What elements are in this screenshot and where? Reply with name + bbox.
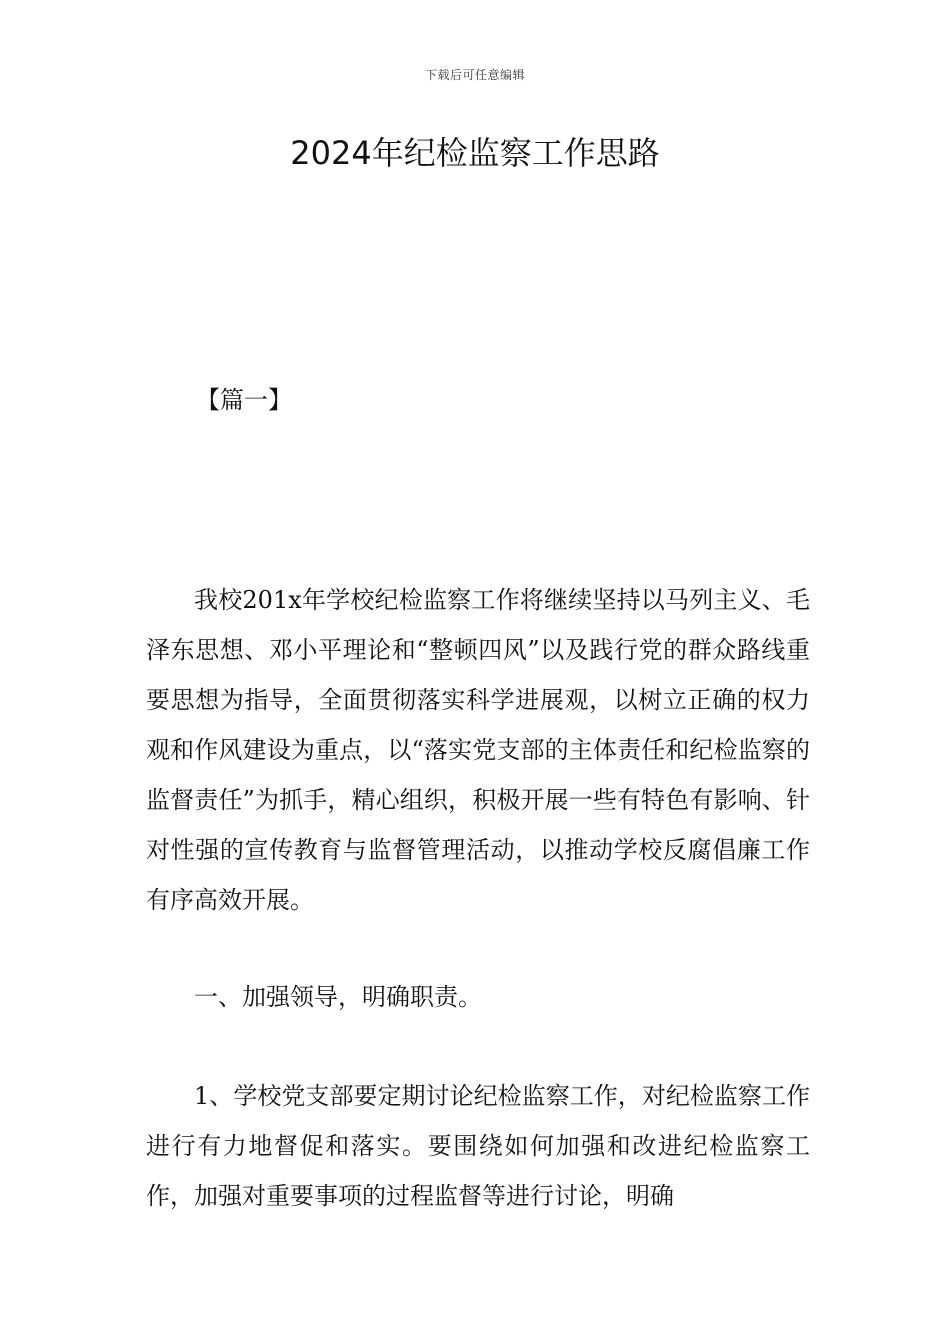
item-paragraph-1: 1、学校党支部要定期讨论纪检监察工作，对纪检监察工作进行有力地督促和落实。要围绕如何加强和改进纪检监察工作，加强对重要事项的过程监督等进行讨论，明确 bbox=[146, 1082, 810, 1210]
header-note: 下载后可任意编辑 bbox=[424, 68, 525, 82]
section-heading-1: 一、加强领导，明确职责。 bbox=[194, 983, 482, 1011]
intro-paragraph: 我校201x年学校纪检监察工作将继续坚持以马列主义、毛泽东思想、邓小平理论和“整顿四风”以及践行党的群众路线重要思想为指导，全面贯彻落实科学进展观，以树立正确的权力观和作风建设为重点，以“落实党支部的主体责任和纪检监察的监督责任”为抓手，精心组织，积极开展一些有特色有影响、针对性强的宣传教育与监督管理活动，以推动学校反腐倡廉工作有序高效开展。 bbox=[146, 586, 810, 914]
section-label: 【篇一】 bbox=[196, 386, 292, 414]
document-title: 2024年纪检监察工作思路 bbox=[290, 134, 660, 172]
